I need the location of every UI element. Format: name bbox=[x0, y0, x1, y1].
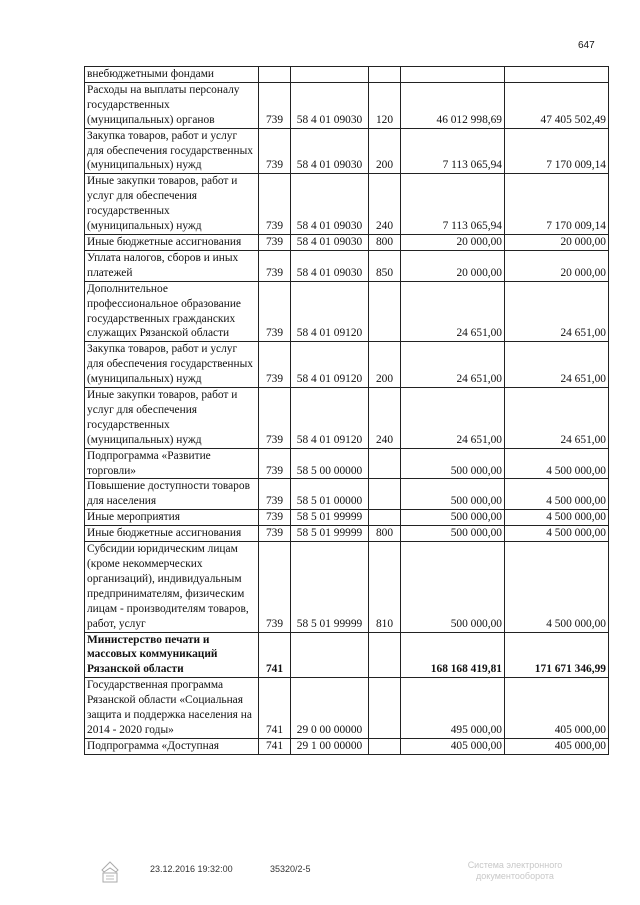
row-amount-2018: 7 170 009,14 bbox=[505, 174, 609, 235]
footer-doc-number: 35320/2-5 bbox=[270, 864, 311, 874]
table-row bbox=[85, 234, 609, 250]
table-row bbox=[85, 82, 609, 128]
row-gr: 739 bbox=[259, 448, 291, 479]
table-row bbox=[85, 281, 609, 342]
row-amount-2018: 20 000,00 bbox=[505, 250, 609, 281]
row-amount-2017: 500 000,00 bbox=[401, 510, 505, 526]
row-gr: 741 bbox=[259, 632, 291, 678]
registration-stamp-icon bbox=[98, 860, 122, 886]
row-amount-2017: 20 000,00 bbox=[401, 234, 505, 250]
row-csr: 58 4 01 09030 bbox=[291, 82, 369, 128]
row-amount-2017: 24 651,00 bbox=[401, 281, 505, 342]
row-amount-2018: 405 000,00 bbox=[505, 678, 609, 739]
row-vr: 850 bbox=[369, 250, 401, 281]
row-gr: 739 bbox=[259, 234, 291, 250]
page-footer bbox=[0, 860, 640, 890]
row-gr: 739 bbox=[259, 250, 291, 281]
row-csr: 29 0 00 00000 bbox=[291, 678, 369, 739]
row-vr: 800 bbox=[369, 526, 401, 542]
row-amount-2018 bbox=[505, 67, 609, 83]
row-vr bbox=[369, 510, 401, 526]
row-gr: 739 bbox=[259, 388, 291, 449]
row-csr: 58 4 01 09030 bbox=[291, 250, 369, 281]
row-amount-2018: 4 500 000,00 bbox=[505, 542, 609, 632]
row-amount-2017: 500 000,00 bbox=[401, 542, 505, 632]
table-row bbox=[85, 128, 609, 174]
table-row bbox=[85, 479, 609, 510]
table-row bbox=[85, 174, 609, 235]
row-vr: 200 bbox=[369, 128, 401, 174]
table-row bbox=[85, 542, 609, 632]
row-amount-2018: 4 500 000,00 bbox=[505, 510, 609, 526]
row-amount-2017: 168 168 419,81 bbox=[401, 632, 505, 678]
row-vr bbox=[369, 448, 401, 479]
row-vr bbox=[369, 632, 401, 678]
row-csr: 58 4 01 09030 bbox=[291, 174, 369, 235]
row-gr: 739 bbox=[259, 510, 291, 526]
row-csr: 58 4 01 09120 bbox=[291, 388, 369, 449]
row-amount-2018: 47 405 502,49 bbox=[505, 82, 609, 128]
row-csr: 58 5 01 99999 bbox=[291, 542, 369, 632]
table-row bbox=[85, 632, 609, 678]
row-name: Расходы на выплаты персоналу государственных (муниципальных) органов bbox=[85, 82, 259, 128]
row-name: Иные закупки товаров, работ и услуг для обеспечения государственных (муниципальных) нужд bbox=[85, 174, 259, 235]
row-vr: 810 bbox=[369, 542, 401, 632]
row-amount-2017: 24 651,00 bbox=[401, 388, 505, 449]
row-name: Подпрограмма «Развитие торговли» bbox=[85, 448, 259, 479]
row-csr: 58 5 00 00000 bbox=[291, 448, 369, 479]
row-csr: 29 1 00 00000 bbox=[291, 738, 369, 754]
row-amount-2018: 24 651,00 bbox=[505, 388, 609, 449]
row-name: Иные бюджетные ассигнования bbox=[85, 234, 259, 250]
row-name: Государственная программа Рязанской области «Социальная защита и поддержка населения на 2014 - 2020 годы» bbox=[85, 678, 259, 739]
row-amount-2018: 24 651,00 bbox=[505, 342, 609, 388]
budget-table-body bbox=[85, 67, 609, 755]
row-csr: 58 5 01 99999 bbox=[291, 510, 369, 526]
row-amount-2018: 405 000,00 bbox=[505, 738, 609, 754]
row-name: Уплата налогов, сборов и иных платежей bbox=[85, 250, 259, 281]
row-amount-2017: 495 000,00 bbox=[401, 678, 505, 739]
row-name: Министерство печати и массовых коммуникаций Рязанской области bbox=[85, 632, 259, 678]
row-amount-2017: 46 012 998,69 bbox=[401, 82, 505, 128]
row-gr: 739 bbox=[259, 479, 291, 510]
row-gr bbox=[259, 67, 291, 83]
page-number: 647 bbox=[578, 40, 595, 51]
row-gr: 739 bbox=[259, 82, 291, 128]
row-csr: 58 4 01 09120 bbox=[291, 342, 369, 388]
row-amount-2017: 500 000,00 bbox=[401, 526, 505, 542]
row-vr bbox=[369, 281, 401, 342]
row-amount-2017: 20 000,00 bbox=[401, 250, 505, 281]
row-gr: 739 bbox=[259, 281, 291, 342]
row-csr bbox=[291, 632, 369, 678]
row-name: Иные мероприятия bbox=[85, 510, 259, 526]
row-csr: 58 4 01 09030 bbox=[291, 234, 369, 250]
row-amount-2018: 4 500 000,00 bbox=[505, 448, 609, 479]
row-gr: 739 bbox=[259, 542, 291, 632]
budget-table bbox=[84, 66, 609, 755]
table-row bbox=[85, 250, 609, 281]
row-name: Дополнительное профессиональное образование государственных гражданских служащих Рязанской области bbox=[85, 281, 259, 342]
row-vr: 200 bbox=[369, 342, 401, 388]
row-gr: 739 bbox=[259, 128, 291, 174]
row-vr bbox=[369, 67, 401, 83]
row-csr: 58 5 01 99999 bbox=[291, 526, 369, 542]
row-amount-2017: 7 113 065,94 bbox=[401, 128, 505, 174]
row-amount-2017: 24 651,00 bbox=[401, 342, 505, 388]
table-row bbox=[85, 67, 609, 83]
row-amount-2018: 7 170 009,14 bbox=[505, 128, 609, 174]
row-amount-2017: 405 000,00 bbox=[401, 738, 505, 754]
table-row bbox=[85, 388, 609, 449]
table-row bbox=[85, 510, 609, 526]
table-row bbox=[85, 342, 609, 388]
footer-watermark: Система электронного документооборота bbox=[467, 860, 563, 881]
row-amount-2018: 4 500 000,00 bbox=[505, 526, 609, 542]
row-csr: 58 5 01 00000 bbox=[291, 479, 369, 510]
row-name: Иные закупки товаров, работ и услуг для обеспечения государственных (муниципальных) нужд bbox=[85, 388, 259, 449]
row-gr: 741 bbox=[259, 678, 291, 739]
row-vr bbox=[369, 738, 401, 754]
row-name: Иные бюджетные ассигнования bbox=[85, 526, 259, 542]
row-amount-2017 bbox=[401, 67, 505, 83]
row-gr: 741 bbox=[259, 738, 291, 754]
row-name: Закупка товаров, работ и услуг для обеспечения государственных (муниципальных) нужд bbox=[85, 128, 259, 174]
row-name: Повышение доступности товаров для населения bbox=[85, 479, 259, 510]
footer-date: 23.12.2016 19:32:00 bbox=[150, 864, 233, 874]
table-row bbox=[85, 526, 609, 542]
row-name: Субсидии юридическим лицам (кроме некоммерческих организаций), индивидуальным предпринимателям, физическим лицам - производителям товаров, работ, услуг bbox=[85, 542, 259, 632]
table-row bbox=[85, 448, 609, 479]
row-amount-2018: 24 651,00 bbox=[505, 281, 609, 342]
table-row bbox=[85, 738, 609, 754]
table-row bbox=[85, 678, 609, 739]
row-gr: 739 bbox=[259, 342, 291, 388]
row-csr: 58 4 01 09120 bbox=[291, 281, 369, 342]
row-vr: 800 bbox=[369, 234, 401, 250]
row-amount-2018: 4 500 000,00 bbox=[505, 479, 609, 510]
row-name: внебюджетными фондами bbox=[85, 67, 259, 83]
row-gr: 739 bbox=[259, 174, 291, 235]
row-gr: 739 bbox=[259, 526, 291, 542]
row-vr bbox=[369, 479, 401, 510]
row-csr bbox=[291, 67, 369, 83]
row-amount-2017: 500 000,00 bbox=[401, 448, 505, 479]
row-name: Подпрограмма «Доступная bbox=[85, 738, 259, 754]
row-csr: 58 4 01 09030 bbox=[291, 128, 369, 174]
row-amount-2017: 500 000,00 bbox=[401, 479, 505, 510]
row-vr: 120 bbox=[369, 82, 401, 128]
row-amount-2017: 7 113 065,94 bbox=[401, 174, 505, 235]
row-vr bbox=[369, 678, 401, 739]
row-amount-2018: 20 000,00 bbox=[505, 234, 609, 250]
row-amount-2018: 171 671 346,99 bbox=[505, 632, 609, 678]
row-name: Закупка товаров, работ и услуг для обеспечения государственных (муниципальных) нужд bbox=[85, 342, 259, 388]
row-vr: 240 bbox=[369, 388, 401, 449]
row-vr: 240 bbox=[369, 174, 401, 235]
